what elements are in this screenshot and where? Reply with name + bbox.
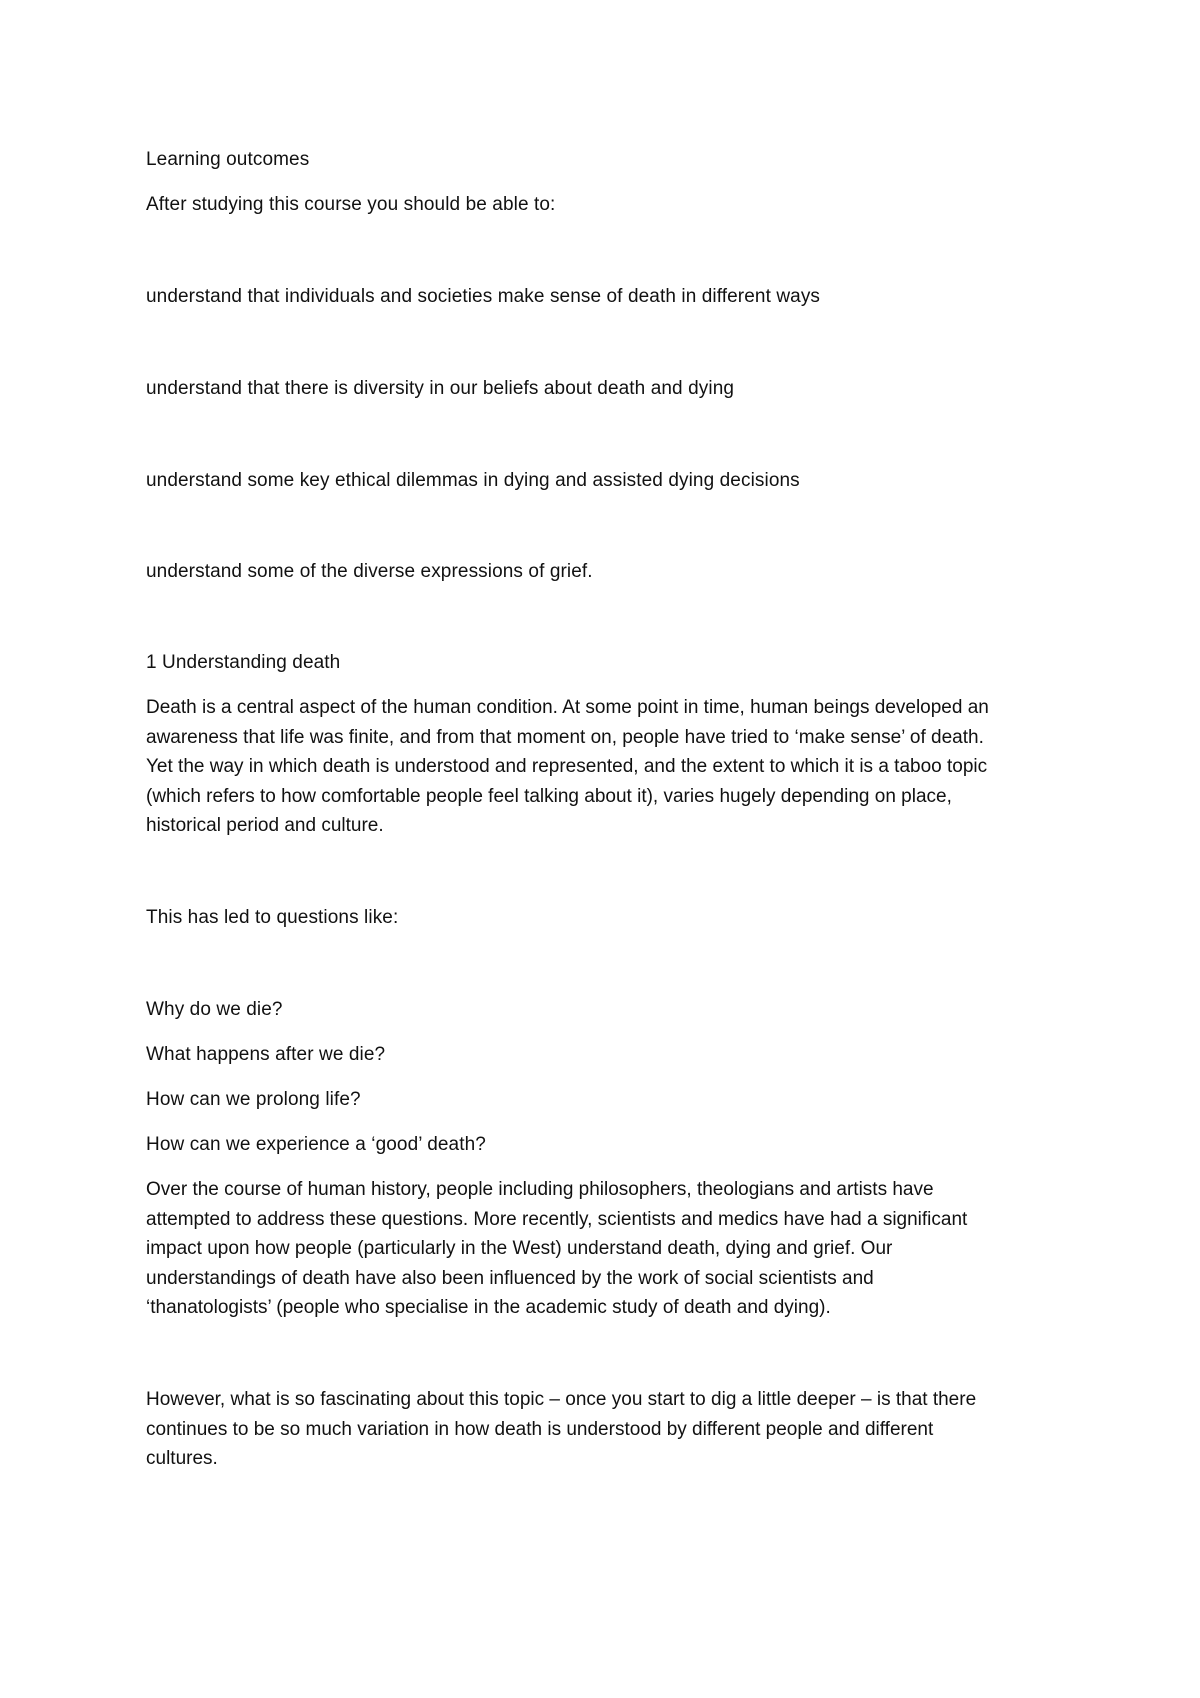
section-title: 1 Understanding death xyxy=(146,652,341,673)
paragraph-line: continues to be so much variation in how death is understood by different people and different xyxy=(146,1418,934,1440)
paragraph-line: ‘thanatologists’ (people who specialise in the academic study of death and dying). xyxy=(146,1297,831,1318)
question-item: How can we prolong life? xyxy=(146,1089,361,1110)
paragraph-line: However, what is so fascinating about this topic – once you start to dig a little deeper – is that there xyxy=(146,1389,977,1410)
intro-text: After studying this course you should be able to: xyxy=(146,194,556,215)
outcome-item: understand that there is diversity in our beliefs about death and dying xyxy=(146,378,735,399)
paragraph-line: awareness that life was finite, and from that moment on, people have tried to ‘make sense’ of death. xyxy=(146,726,984,748)
paragraph-human-history xyxy=(146,1175,1076,1323)
paragraph-line: historical period and culture. xyxy=(146,815,384,836)
question-item: Why do we die? xyxy=(146,999,283,1020)
questions-intro: This has led to questions like: xyxy=(146,907,399,928)
paragraph-line: cultures. xyxy=(146,1448,218,1469)
outcome-item: understand some key ethical dilemmas in dying and assisted dying decisions xyxy=(146,470,800,491)
question-item: How can we experience a ‘good’ death? xyxy=(146,1134,486,1155)
paragraph-line: attempted to address these questions. More recently, scientists and medics have had a significant xyxy=(146,1208,968,1230)
paragraph-line: Over the course of human history, people including philosophers, theologians and artists have xyxy=(146,1179,934,1200)
heading-learning-outcomes: Learning outcomes xyxy=(146,149,310,170)
question-item: What happens after we die? xyxy=(146,1044,386,1065)
paragraph-line: (which refers to how comfortable people feel talking about it), varies hugely depending on place, xyxy=(146,785,952,807)
paragraph-line: Death is a central aspect of the human condition. At some point in time, human beings developed an xyxy=(146,697,989,718)
outcome-item: understand that individuals and societies make sense of death in different ways xyxy=(146,286,821,307)
paragraph-understanding-death xyxy=(146,693,1076,841)
paragraph-line: understandings of death have also been influenced by the work of social scientists and xyxy=(146,1267,874,1289)
paragraph-line: Yet the way in which death is understood and represented, and the extent to which it is a taboo topic xyxy=(146,756,988,777)
outcome-item: understand some of the diverse expressions of grief. xyxy=(146,561,593,582)
paragraph-line: impact upon how people (particularly in the West) understand death, dying and grief. Our xyxy=(146,1238,893,1259)
paragraph-variation xyxy=(146,1385,1076,1474)
